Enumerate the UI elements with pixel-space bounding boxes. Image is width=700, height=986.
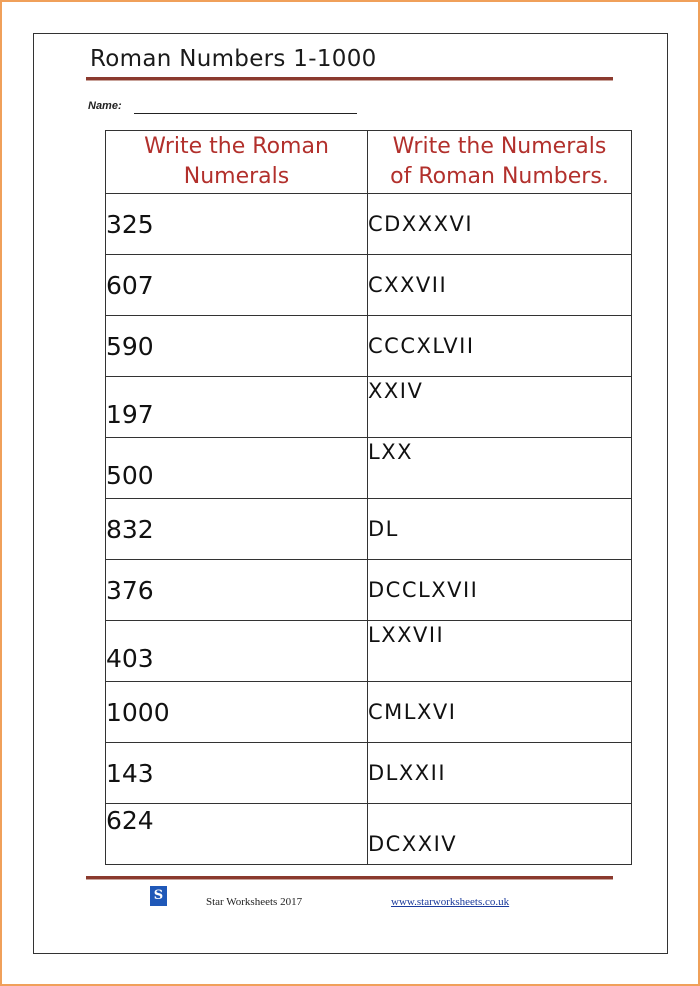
roman-cell	[368, 560, 632, 621]
number-value: 500	[106, 461, 154, 490]
footer-divider	[86, 876, 613, 880]
roman-cell	[368, 377, 632, 438]
footer-credit: Star Worksheets 2017	[206, 896, 303, 908]
roman-value: CMLXVI	[368, 700, 457, 724]
worksheet-page	[33, 33, 668, 954]
roman-cell	[368, 316, 632, 377]
number-cell	[106, 621, 368, 682]
roman-value: CDXXXVI	[368, 212, 474, 236]
table-row	[106, 499, 632, 560]
header-line: Numerals	[183, 164, 290, 189]
worksheet-table	[105, 130, 632, 865]
title-divider	[86, 77, 613, 81]
table-row	[106, 377, 632, 438]
roman-value: DL	[368, 517, 399, 541]
table-row	[106, 743, 632, 804]
number-cell	[106, 377, 368, 438]
roman-cell	[368, 194, 632, 255]
roman-value: LXXVII	[368, 623, 445, 647]
table-row	[106, 804, 632, 865]
number-cell	[106, 682, 368, 743]
number-value: 403	[106, 644, 154, 673]
roman-cell	[368, 621, 632, 682]
roman-cell	[368, 682, 632, 743]
roman-value: DCCLXVII	[368, 578, 479, 602]
number-cell	[106, 316, 368, 377]
number-value: 624	[106, 806, 154, 835]
number-value: 143	[106, 758, 154, 788]
roman-cell	[368, 499, 632, 560]
number-value: 832	[106, 514, 154, 544]
table-row	[106, 438, 632, 499]
header-roman-numerals	[106, 131, 368, 194]
number-cell	[106, 743, 368, 804]
number-cell	[106, 560, 368, 621]
number-value: 607	[106, 270, 154, 300]
header-line: of Roman Numbers.	[390, 164, 609, 189]
table-header-row	[106, 131, 632, 194]
table-row	[106, 316, 632, 377]
number-value: 197	[106, 400, 154, 429]
footer-website-link[interactable]: www.starworksheets.co.uk	[391, 896, 510, 908]
roman-cell	[368, 804, 632, 865]
roman-value: XXIV	[368, 379, 424, 403]
table-row	[106, 560, 632, 621]
header-numerals	[368, 131, 632, 194]
number-value: 325	[106, 209, 154, 239]
table-row	[106, 621, 632, 682]
star-worksheets-logo: S	[150, 886, 167, 906]
table-row	[106, 682, 632, 743]
worksheet-title: Roman Numbers 1-1000	[90, 46, 377, 72]
table-row	[106, 255, 632, 316]
roman-cell	[368, 255, 632, 316]
roman-cell	[368, 743, 632, 804]
roman-value: DCXXIV	[368, 832, 458, 856]
roman-value: CCCXLVII	[368, 334, 475, 358]
number-cell	[106, 194, 368, 255]
number-value: 590	[106, 331, 154, 361]
number-cell	[106, 804, 368, 865]
roman-value: LXX	[368, 440, 413, 464]
table-row	[106, 194, 632, 255]
roman-value: CXXVII	[368, 273, 448, 297]
number-value: 376	[106, 575, 154, 605]
number-value: 1000	[106, 697, 170, 727]
roman-cell	[368, 438, 632, 499]
header-line: Write the Roman	[144, 134, 329, 159]
name-label: Name:	[88, 100, 122, 112]
name-field[interactable]	[134, 113, 357, 114]
header-line: Write the Numerals	[392, 134, 607, 159]
number-cell	[106, 499, 368, 560]
number-cell	[106, 255, 368, 316]
roman-value: DLXXII	[368, 761, 447, 785]
number-cell	[106, 438, 368, 499]
